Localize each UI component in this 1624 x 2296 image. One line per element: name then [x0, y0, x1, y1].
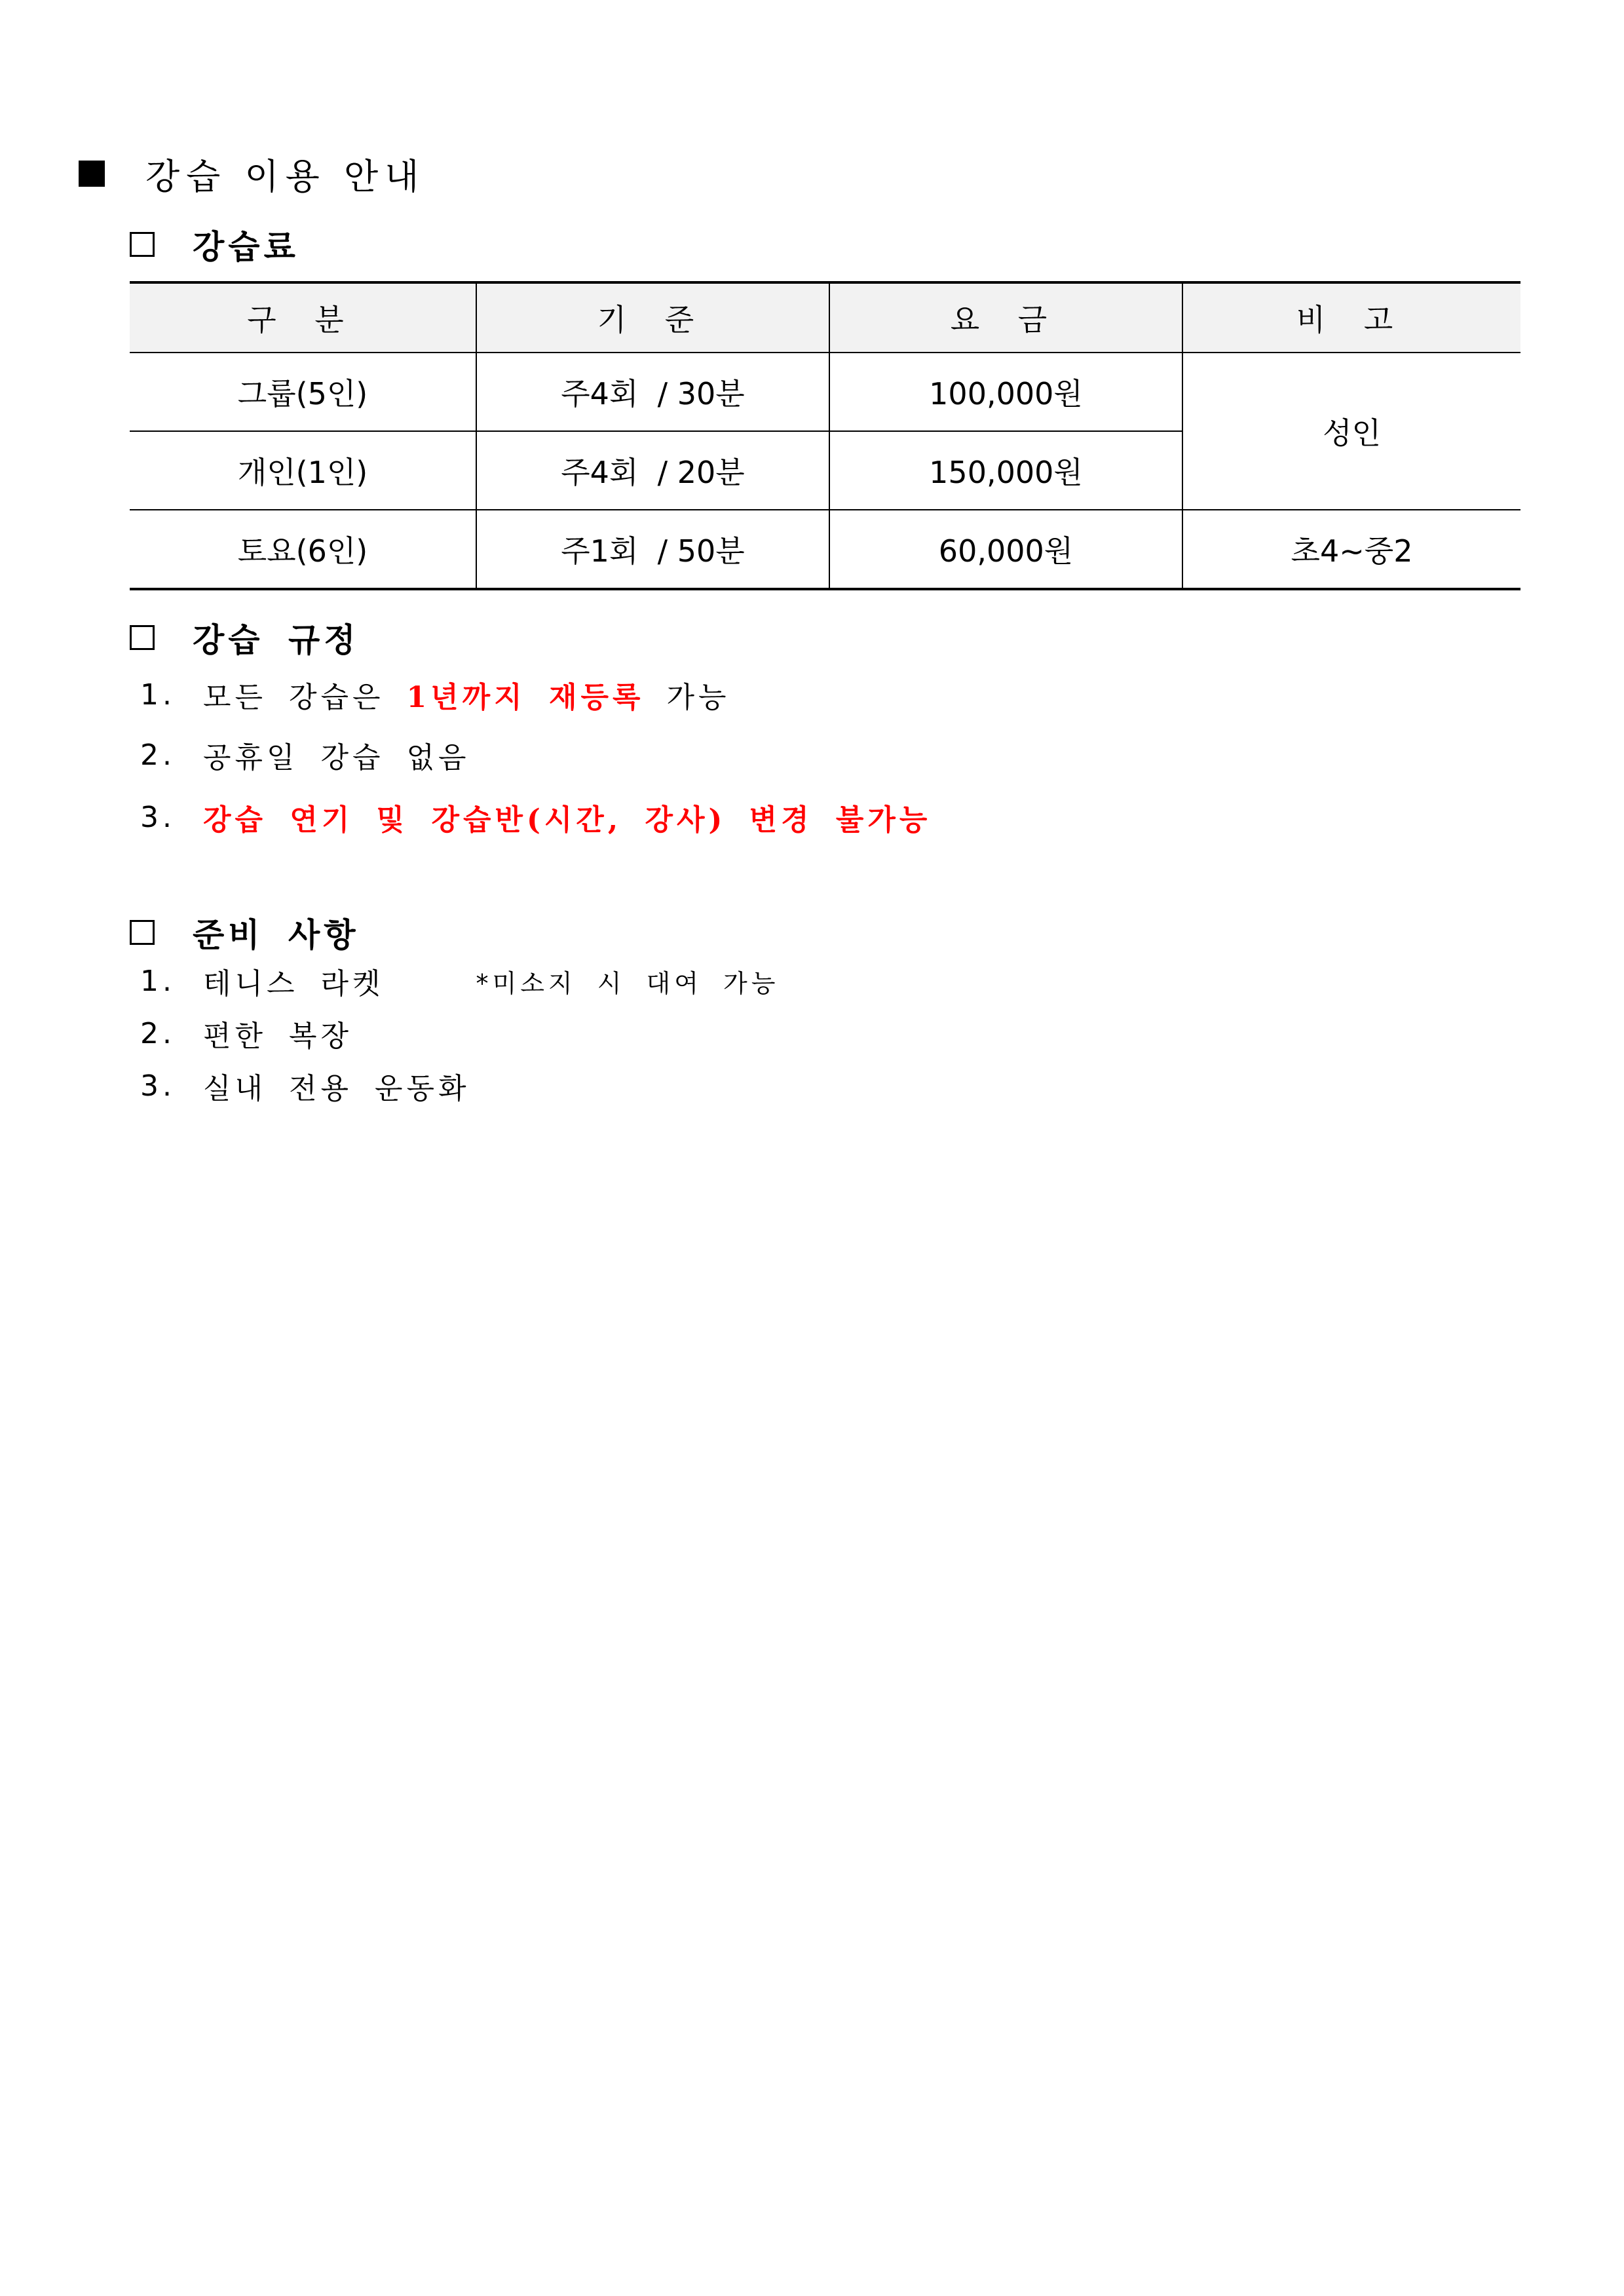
rule-highlight: 강습 연기 및 강습반(시간, 강사) 변경 불가능 — [203, 803, 932, 837]
prep-text: 편한 복장 — [203, 1020, 353, 1053]
list-number: 3. — [140, 1069, 176, 1103]
filled-square-bullet-icon — [79, 161, 105, 187]
rule-highlight: 1년까지 재등록 — [406, 681, 645, 714]
prep-item-2 — [140, 1010, 352, 1056]
table-row — [130, 353, 1520, 431]
list-number: 2. — [140, 738, 176, 772]
hollow-square-bullet-icon — [130, 625, 155, 650]
header-note: 비 고 — [1182, 282, 1520, 353]
cell-note: 초4~중2 — [1182, 510, 1520, 589]
hollow-square-bullet-icon — [130, 920, 155, 945]
prep-item-1 — [140, 958, 779, 1004]
cell-merged-note: 성인 — [1182, 353, 1520, 510]
table-row — [130, 510, 1520, 589]
prep-section-heading — [130, 908, 360, 957]
prep-note: *미소지 시 대여 가능 — [476, 968, 780, 998]
prep-text: 실내 전용 운동화 — [203, 1072, 470, 1105]
header-fee: 요 금 — [829, 282, 1182, 353]
cell-schedule: 주4회 / 20분 — [476, 431, 829, 510]
fee-section-heading — [130, 220, 299, 269]
cell-fee: 60,000원 — [829, 510, 1182, 589]
list-number: 2. — [140, 1016, 176, 1050]
main-heading — [79, 147, 425, 200]
fee-section-title: 강습료 — [193, 227, 299, 266]
cell-category: 그룹(5인) — [130, 353, 476, 431]
prep-item-3 — [140, 1063, 470, 1109]
table-header-row — [130, 282, 1520, 353]
cell-fee: 150,000원 — [829, 431, 1182, 510]
rule-text: 가능 — [644, 681, 730, 714]
cell-fee: 100,000원 — [829, 353, 1182, 431]
rules-section-heading — [130, 613, 360, 662]
cell-category: 개인(1인) — [130, 431, 476, 510]
hollow-square-bullet-icon — [130, 232, 155, 257]
prep-section-title: 준비 사항 — [193, 915, 360, 954]
cell-category: 토요(6인) — [130, 510, 476, 589]
prep-text: 테니스 라켓 — [203, 967, 385, 1001]
header-schedule: 기 준 — [476, 282, 829, 353]
cell-schedule: 주1회 / 50분 — [476, 510, 829, 589]
list-number: 1. — [140, 964, 176, 998]
rule-text: 공휴일 강습 없음 — [203, 741, 470, 775]
rules-section-title: 강습 규정 — [193, 621, 360, 659]
rule-text: 모든 강습은 — [203, 681, 407, 714]
main-heading-text: 강습 이용 안내 — [145, 155, 426, 197]
header-category: 구 분 — [130, 282, 476, 353]
rule-item-1 — [140, 672, 730, 718]
cell-schedule: 주4회 / 30분 — [476, 353, 829, 431]
list-number: 3. — [140, 800, 176, 834]
list-number: 1. — [140, 678, 176, 712]
rule-item-2 — [140, 732, 470, 778]
rule-item-3 — [140, 794, 931, 840]
fee-table — [130, 281, 1520, 590]
